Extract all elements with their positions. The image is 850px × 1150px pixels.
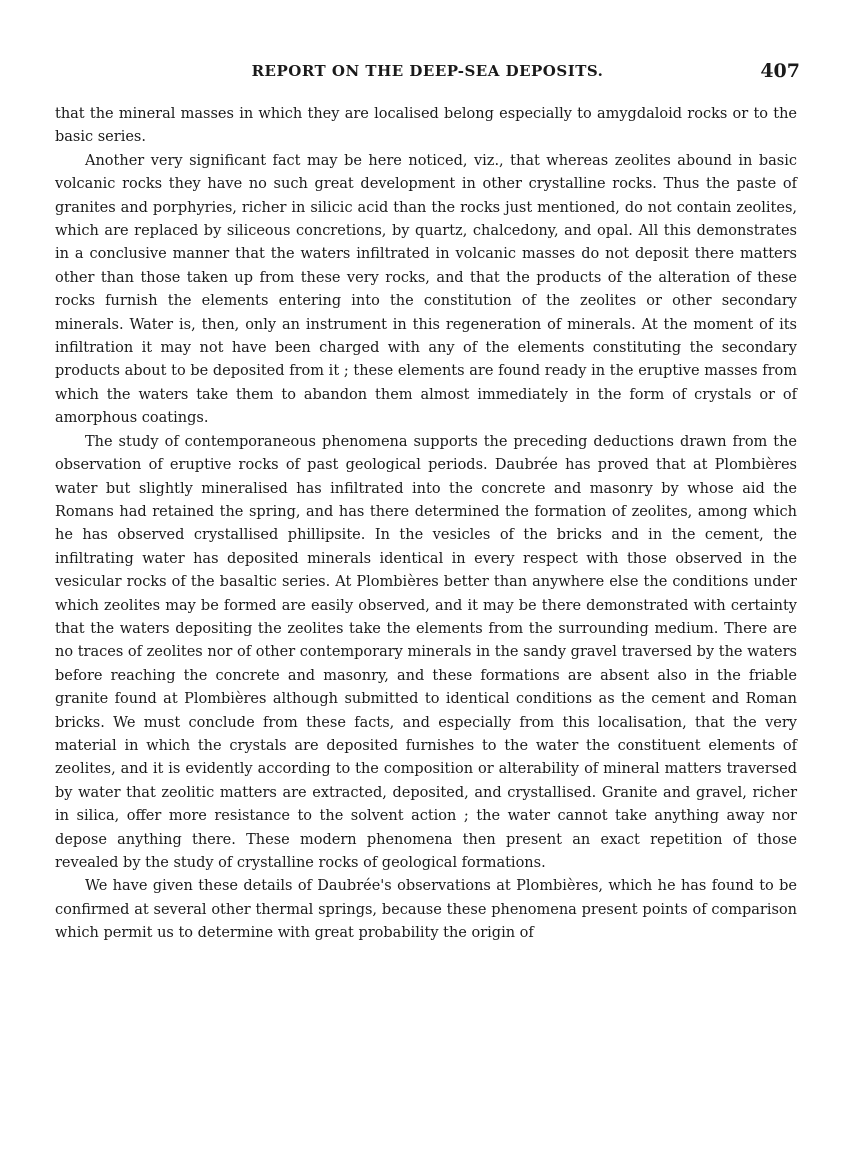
paragraph-contemporaneous-phenomena: The study of contemporaneous phenomena supports the preceding deductions drawn from the observation of eruptive rocks of past geological periods. Daubrée has proved that at Plombières water but slightly mineralised has infiltrated into the concrete and masonry by whose aid the Romans had retained the spring, and has there determined the formation of zeolites, among which he has observed crystallised phillipsite. In the vesicles of the bricks and in the cement, the infiltrating water has deposited minerals identical in every respect with those observed in the vesicular rocks of the basaltic series. At Plombières better than anywhere else the conditions under which zeolites may be formed are easily observed, and it may be there demonstrated with certainty that the waters depositing the zeolites take the elements from the surrounding medium. There are no traces of zeolites nor of other contemporary minerals in the sandy gravel traversed by the waters before reaching the concrete and masonry, and these formations are absent also in the friable granite found at Plombières although submitted to identical conditions as the cement and Roman bricks. We must conclude from these facts, and especially from this localisation, that the very material in which the crystals are deposited furnishes to the water the constituent elements of zeolites, and it is evidently according to the composition or alterability of mineral matters traversed by water that zeolitic matters are extracted, deposited, and crystallised. Granite and gravel, richer in silica, offer more resistance to the solvent action ; the water cannot take anything away nor depose anything there. These modern phenomena then present an exact repetition of those revealed by the study of crystalline rocks of geological formations. — [55, 433, 797, 871]
body-text — [55, 103, 797, 946]
running-title: REPORT ON THE DEEP-SEA DEPOSITS. — [251, 62, 604, 80]
page-number: 407 — [760, 60, 800, 82]
paragraph-daubree-observations: We have given these details of Daubrée's observations at Plombières, which he has found to be confirmed at several other thermal springs, because these phenomena present points of comparison which permit us to determine with great probability the origin of — [55, 878, 797, 942]
paragraph-continuation: that the mineral masses in which they are localised belong especially to amygdaloid rocks or to the basic series. — [55, 106, 797, 146]
paragraph-zeolites-distribution: Another very significant fact may be here noticed, viz., that whereas zeolites abound in basic volcanic rocks they have no such great development in other crystalline rocks. Thus the paste of granites and porphyries, richer in silicic acid than the rocks just mentioned, do not contain zeolites, which are replaced by siliceous concretions, by quartz, chalcedony, and opal. All this demonstrates in a conclusive manner that the waters infiltrated in volcanic masses do not deposit there matters other than those taken up from these very rocks, and that the products of the alteration of these rocks furnish the elements entering into the constitution of the zeolites or other secondary minerals. Water is, then, only an instrument in this regeneration of minerals. At the moment of its infiltration it may not have been charged with any of the elements constituting the secondary products about to be deposited from it ; these elements are found ready in the eruptive masses from which the waters take them to abandon them almost immediately in the form of crystals or of amorphous coatings. — [55, 152, 797, 427]
running-head — [55, 56, 800, 86]
